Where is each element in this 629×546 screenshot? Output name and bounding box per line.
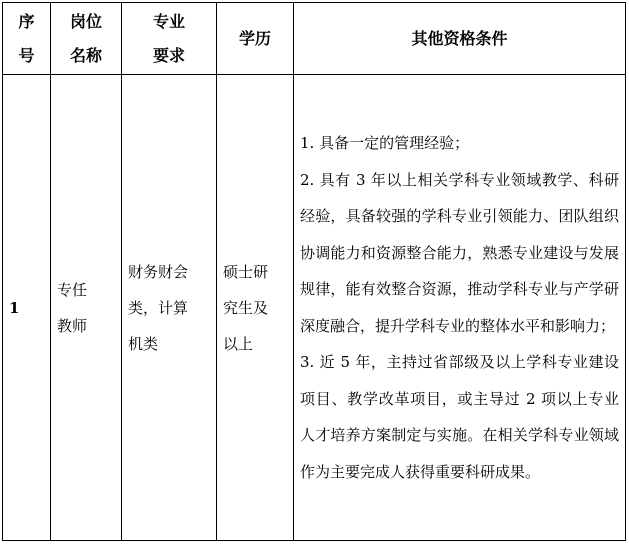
table-row bbox=[3, 75, 626, 541]
header-other-conditions: 其他资格条件 bbox=[294, 3, 626, 75]
cell-other-conditions bbox=[294, 75, 626, 541]
condition-item: 3. 近 5 年，主持过省部级及以上学科专业建设项目、教学改革项目，或主导过 2 项以上专业人才培养方案制定与实施。在相关学科专业领域作为主要完成人获得重要科研成果。 bbox=[300, 353, 619, 481]
cell-education: 硕士研 究生及 以上 bbox=[217, 75, 294, 541]
header-education: 学历 bbox=[217, 3, 294, 75]
recruitment-table bbox=[2, 2, 626, 541]
cell-major: 财务财会 类，计算 机类 bbox=[122, 75, 217, 541]
condition-item: 2. 具有 3 年以上相关学科专业领域教学、科研经验，具备较强的学科专业引领能力、团队组织协调能力和资源整合能力，熟悉专业建设与发展规律，能有效整合资源，推动学科专业与产学研深度融合，提升学科专业的整体水平和影响力； bbox=[300, 170, 619, 335]
header-row bbox=[3, 3, 626, 75]
header-seq: 序 号 bbox=[3, 3, 51, 75]
cell-position: 专任 教师 bbox=[51, 75, 122, 541]
header-position: 岗位 名称 bbox=[51, 3, 122, 75]
cell-seq: 1 bbox=[3, 75, 51, 541]
header-major: 专业 要求 bbox=[122, 3, 217, 75]
condition-item: 1. 具备一定的管理经验； bbox=[300, 134, 470, 152]
